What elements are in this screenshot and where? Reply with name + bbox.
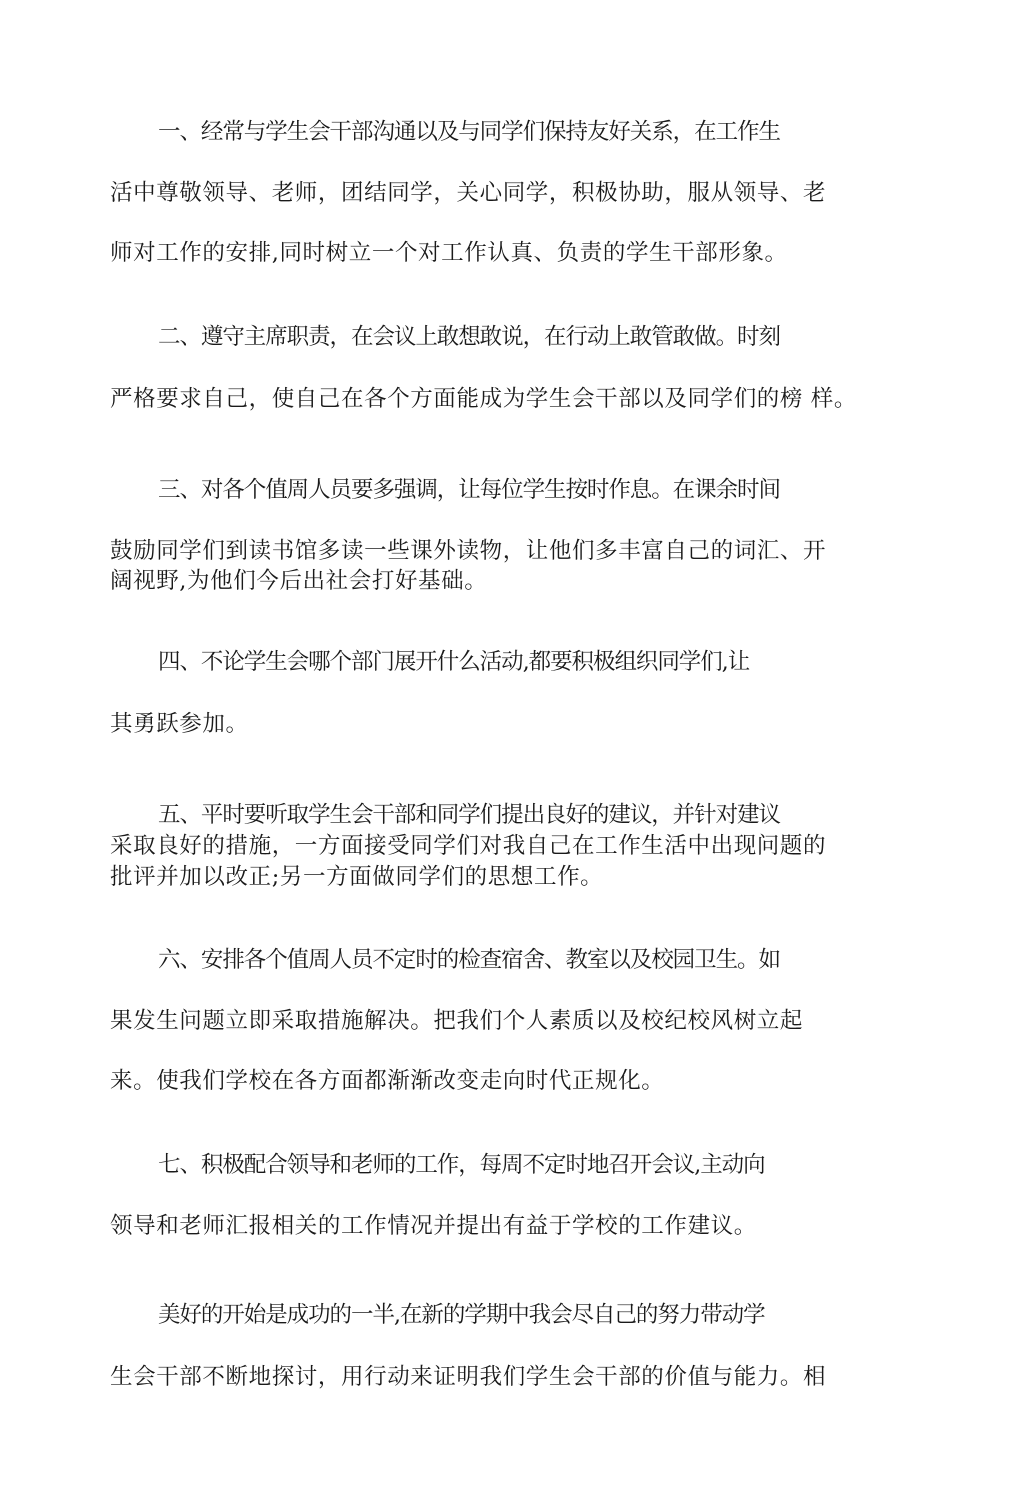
paragraph-1-line-3: 师对工作的安排,同时树立一个对工作认真、负责的学生干部形象。 <box>110 240 788 266</box>
paragraph-2-line-2: 严格要求自己，使自己在各个方面能成为学生会干部以及同学们的榜 样。 <box>110 386 857 412</box>
paragraph-6-line-1: 六、安排各个值周人员不定时的检查宿舍、教室以及校园卫生。如 <box>158 947 780 973</box>
paragraph-5-line-1: 五、平时要听取学生会干部和同学们提出良好的建议，并针对建议 <box>158 802 780 828</box>
paragraph-3-line-1: 三、对各个值周人员要多强调，让每位学生按时作息。在课余时间 <box>158 477 780 503</box>
paragraph-1-line-2: 活中尊敬领导、老师，团结同学，关心同学，积极协助，服从领导、老 <box>110 180 827 206</box>
paragraph-8-line-1: 美好的开始是成功的一半,在新的学期中我会尽自己的努力带动学 <box>158 1302 765 1328</box>
paragraph-7-line-1: 七、积极配合领导和老师的工作，每周不定时地召开会议,主动向 <box>158 1152 765 1178</box>
paragraph-6-line-2: 果发生问题立即采取措施解决。把我们个人素质以及校纪校风树立起 <box>110 1008 804 1034</box>
paragraph-1-line-1: 一、经常与学生会干部沟通以及与同学们保持友好关系，在工作生 <box>158 119 780 145</box>
paragraph-4-line-2: 其勇跃参加。 <box>110 711 249 737</box>
paragraph-4-line-1: 四、不论学生会哪个部门展开什么活动,都要积极组织同学们,让 <box>158 649 750 675</box>
paragraph-8-line-2: 生会干部不断地探讨，用行动来证明我们学生会干部的价值与能力。相 <box>110 1364 827 1390</box>
paragraph-7-line-2: 领导和老师汇报相关的工作情况并提出有益于学校的工作建议。 <box>110 1213 757 1239</box>
paragraph-6-line-3: 来。使我们学校在各方面都渐渐改变走向时代正规化。 <box>110 1068 665 1094</box>
paragraph-5-line-3: 批评并加以改正;另一方面做同学们的思想工作。 <box>110 864 604 890</box>
paragraph-5-line-2: 采取良好的措施，一方面接受同学们对我自己在工作生活中出现问题的 <box>110 833 827 859</box>
paragraph-2-line-1: 二、遵守主席职责，在会议上敢想敢说，在行动上敢管敢做。时刻 <box>158 324 780 350</box>
paragraph-3-line-3: 阔视野,为他们今后出社会打好基础。 <box>110 568 488 594</box>
paragraph-3-line-2: 鼓励同学们到读书馆多读一些课外读物，让他们多丰富自己的词汇、开 <box>110 538 827 564</box>
